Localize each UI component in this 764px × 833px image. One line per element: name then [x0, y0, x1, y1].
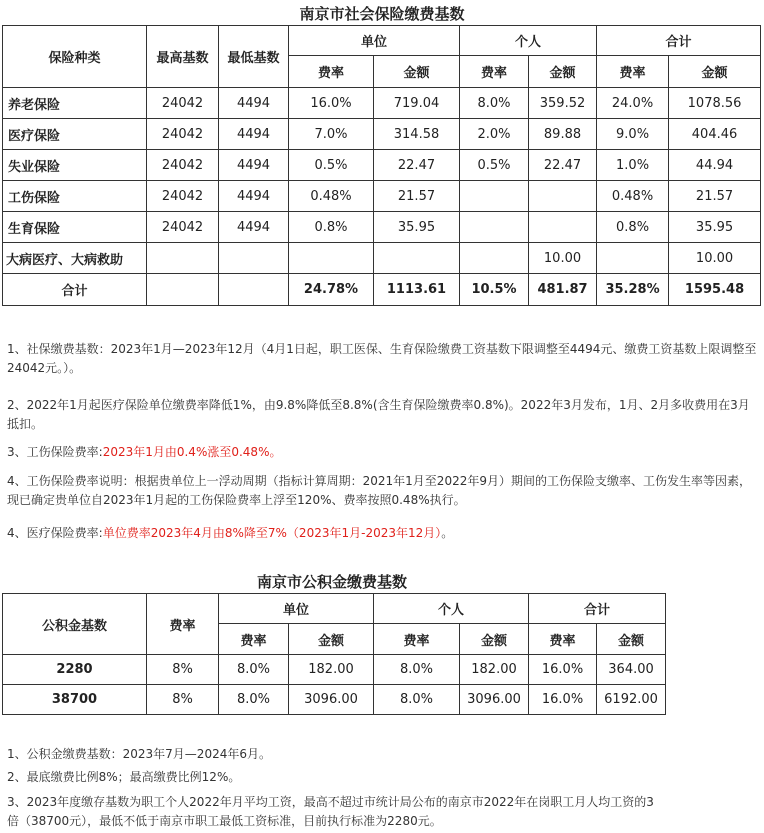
social-note-4: 4、工伤保险费率说明：根据贵单位上一浮动周期（指标计算周期：2021年1月至2022年9月）期间的工伤保险支缴率、工伤发生率等因素，现已确定贵单位自2023年1月起的工伤保险费率上浮至120%、费率按照0.48%执行。: [7, 474, 751, 507]
row-total-rate: 9.0%: [597, 119, 669, 150]
fund-row-personal-rate: 8.0%: [374, 655, 460, 685]
row-unit-amount: 22.47: [374, 150, 460, 181]
header-personal-amount: 金额: [529, 56, 597, 88]
fund-row-personal-amount: 3096.00: [460, 685, 529, 715]
table-row: [3, 181, 761, 212]
fund-row-unit-amount: 182.00: [289, 655, 374, 685]
row-unit-amount: 35.95: [374, 212, 460, 243]
row-unit-amount: [374, 243, 460, 274]
fund-header-unit-amount: 金额: [289, 624, 374, 655]
table-row: [3, 243, 761, 274]
fund-note-3: 3、2023年度缴存基数为职工个人2022年月平均工资，最高不超过市统计局公布的南京市2022年在岗职工月人均工资的3倍（38700元），最低不低于南京市职工最低工资标准，目前执行标准为2280元。: [7, 795, 654, 828]
row-name: 生育保险: [3, 212, 147, 243]
row-personal-rate: [460, 243, 529, 274]
table-row: [3, 212, 761, 243]
fund-note-2: 2、最底缴费比例8%；最高缴费比例12%。: [7, 770, 241, 784]
social-note-5-prefix: 4、医疗保险费率:: [7, 526, 103, 540]
header-total-rate: 费率: [597, 56, 669, 88]
row-max-base: 24042: [147, 119, 219, 150]
row-personal-amount: [529, 212, 597, 243]
row-total-rate: 0.8%: [597, 212, 669, 243]
header-personal: 个人: [460, 26, 597, 56]
row-personal-rate: 2.0%: [460, 119, 529, 150]
row-unit-rate: 16.0%: [289, 88, 374, 119]
social-note-5: [7, 524, 759, 543]
row-unit-amount: 719.04: [374, 88, 460, 119]
row-personal-rate: 8.0%: [460, 88, 529, 119]
row-total-amount: 21.57: [669, 181, 761, 212]
row-total-amount: 10.00: [669, 243, 761, 274]
row-unit-rate: 0.5%: [289, 150, 374, 181]
fund-header-rate: 费率: [147, 594, 219, 655]
fund-row-unit-rate: 8.0%: [219, 655, 289, 685]
row-total-amount: 404.46: [669, 119, 761, 150]
fund-row-total-rate: 16.0%: [529, 655, 597, 685]
header-total: 合计: [597, 26, 761, 56]
row-min-base: 4494: [219, 150, 289, 181]
row-min-base: [219, 243, 289, 274]
fund-header-total: 合计: [529, 594, 666, 624]
table-row: [3, 685, 666, 715]
row-min-base: 4494: [219, 88, 289, 119]
fund-row-unit-rate: 8.0%: [219, 685, 289, 715]
fund-header-personal-amount: 金额: [460, 624, 529, 655]
fund-row-personal-amount: 182.00: [460, 655, 529, 685]
row-max-base: 24042: [147, 212, 219, 243]
row-max-base: 24042: [147, 150, 219, 181]
table-row: [3, 88, 761, 119]
fund-header-base: 公积金基数: [3, 594, 147, 655]
social-note-2: 2、2022年1月起医疗保险单位缴费率降低1%，由9.8%降低至8.8%(含生育保险缴费率0.8%)。2022年3月发布，1月、2月多收费用在3月抵扣。: [7, 398, 750, 431]
row-personal-amount: 359.52: [529, 88, 597, 119]
total-personal-rate: 10.5%: [460, 274, 529, 306]
fund-header-unit: 单位: [219, 594, 374, 624]
row-name: 医疗保险: [3, 119, 147, 150]
row-personal-amount: 89.88: [529, 119, 597, 150]
fund-header-unit-rate: 费率: [219, 624, 289, 655]
row-personal-amount: 10.00: [529, 243, 597, 274]
total-max-base: [147, 274, 219, 306]
row-unit-rate: 0.8%: [289, 212, 374, 243]
row-name: 失业保险: [3, 150, 147, 181]
row-total-rate: [597, 243, 669, 274]
total-unit-amount: 1113.61: [374, 274, 460, 306]
table-row: [3, 655, 666, 685]
header-unit-rate: 费率: [289, 56, 374, 88]
total-total-amount: 1595.48: [669, 274, 761, 306]
social-note-3: [7, 443, 759, 462]
total-min-base: [219, 274, 289, 306]
social-note-3-prefix: 3、工伤保险费率:: [7, 445, 103, 459]
social-note-3-highlight: 2023年1月由0.4%涨至0.48%。: [102, 445, 282, 459]
fund-header-personal-rate: 费率: [374, 624, 460, 655]
row-unit-rate: [289, 243, 374, 274]
row-unit-amount: 314.58: [374, 119, 460, 150]
total-label: 合计: [3, 274, 147, 306]
row-name: 工伤保险: [3, 181, 147, 212]
header-unit-amount: 金额: [374, 56, 460, 88]
fund-header-personal: 个人: [374, 594, 529, 624]
table-row: [3, 150, 761, 181]
social-note-5-suffix: 。: [441, 526, 454, 540]
total-unit-rate: 24.78%: [289, 274, 374, 306]
row-personal-rate: [460, 181, 529, 212]
total-row: [3, 274, 761, 306]
row-personal-amount: 22.47: [529, 150, 597, 181]
total-total-rate: 35.28%: [597, 274, 669, 306]
row-total-amount: 1078.56: [669, 88, 761, 119]
fund-header-total-amount: 金额: [597, 624, 666, 655]
row-name: 大病医疗、大病救助: [3, 243, 147, 274]
row-personal-amount: [529, 181, 597, 212]
row-min-base: 4494: [219, 119, 289, 150]
fund-row-total-amount: 6192.00: [597, 685, 666, 715]
fund-header-total-rate: 费率: [529, 624, 597, 655]
row-total-amount: 35.95: [669, 212, 761, 243]
social-note-5-highlight: 单位费率2023年4月由8%降至7%（2023年1月-2023年12月）: [102, 526, 442, 540]
row-name: 养老保险: [3, 88, 147, 119]
fund-row-base: 38700: [3, 685, 147, 715]
fund-note-1: 1、公积金缴费基数：2023年7月—2024年6月。: [7, 747, 271, 761]
header-personal-rate: 费率: [460, 56, 529, 88]
row-unit-rate: 0.48%: [289, 181, 374, 212]
table-row: [3, 119, 761, 150]
fund-row-total-rate: 16.0%: [529, 685, 597, 715]
fund-row-total-amount: 364.00: [597, 655, 666, 685]
row-max-base: 24042: [147, 181, 219, 212]
row-max-base: 24042: [147, 88, 219, 119]
total-personal-amount: 481.87: [529, 274, 597, 306]
social-note-1: 1、社保缴费基数：2023年1月—2023年12月（4月1日起，职工医保、生育保险缴费工资基数下限调整至4494元、缴费工资基数上限调整至24042元。）。: [7, 342, 757, 375]
fund-row-rate: 8%: [147, 685, 219, 715]
fund-row-rate: 8%: [147, 655, 219, 685]
row-personal-rate: 0.5%: [460, 150, 529, 181]
housing-fund-table: [2, 593, 666, 715]
fund-row-unit-amount: 3096.00: [289, 685, 374, 715]
row-max-base: [147, 243, 219, 274]
header-total-amount: 金额: [669, 56, 761, 88]
fund-row-personal-rate: 8.0%: [374, 685, 460, 715]
row-total-rate: 24.0%: [597, 88, 669, 119]
social-insurance-table: [2, 25, 761, 306]
row-unit-rate: 7.0%: [289, 119, 374, 150]
header-max-base: 最高基数: [147, 26, 219, 88]
header-min-base: 最低基数: [219, 26, 289, 88]
fund-table-title: 南京市公积金缴费基数: [256, 573, 407, 591]
row-total-rate: 1.0%: [597, 150, 669, 181]
row-total-rate: 0.48%: [597, 181, 669, 212]
row-min-base: 4494: [219, 181, 289, 212]
row-total-amount: 44.94: [669, 150, 761, 181]
row-min-base: 4494: [219, 212, 289, 243]
header-unit: 单位: [289, 26, 460, 56]
row-personal-rate: [460, 212, 529, 243]
social-table-title: 南京市社会保险缴费基数: [299, 5, 465, 23]
fund-row-base: 2280: [3, 655, 147, 685]
row-unit-amount: 21.57: [374, 181, 460, 212]
header-type: 保险种类: [3, 26, 147, 88]
